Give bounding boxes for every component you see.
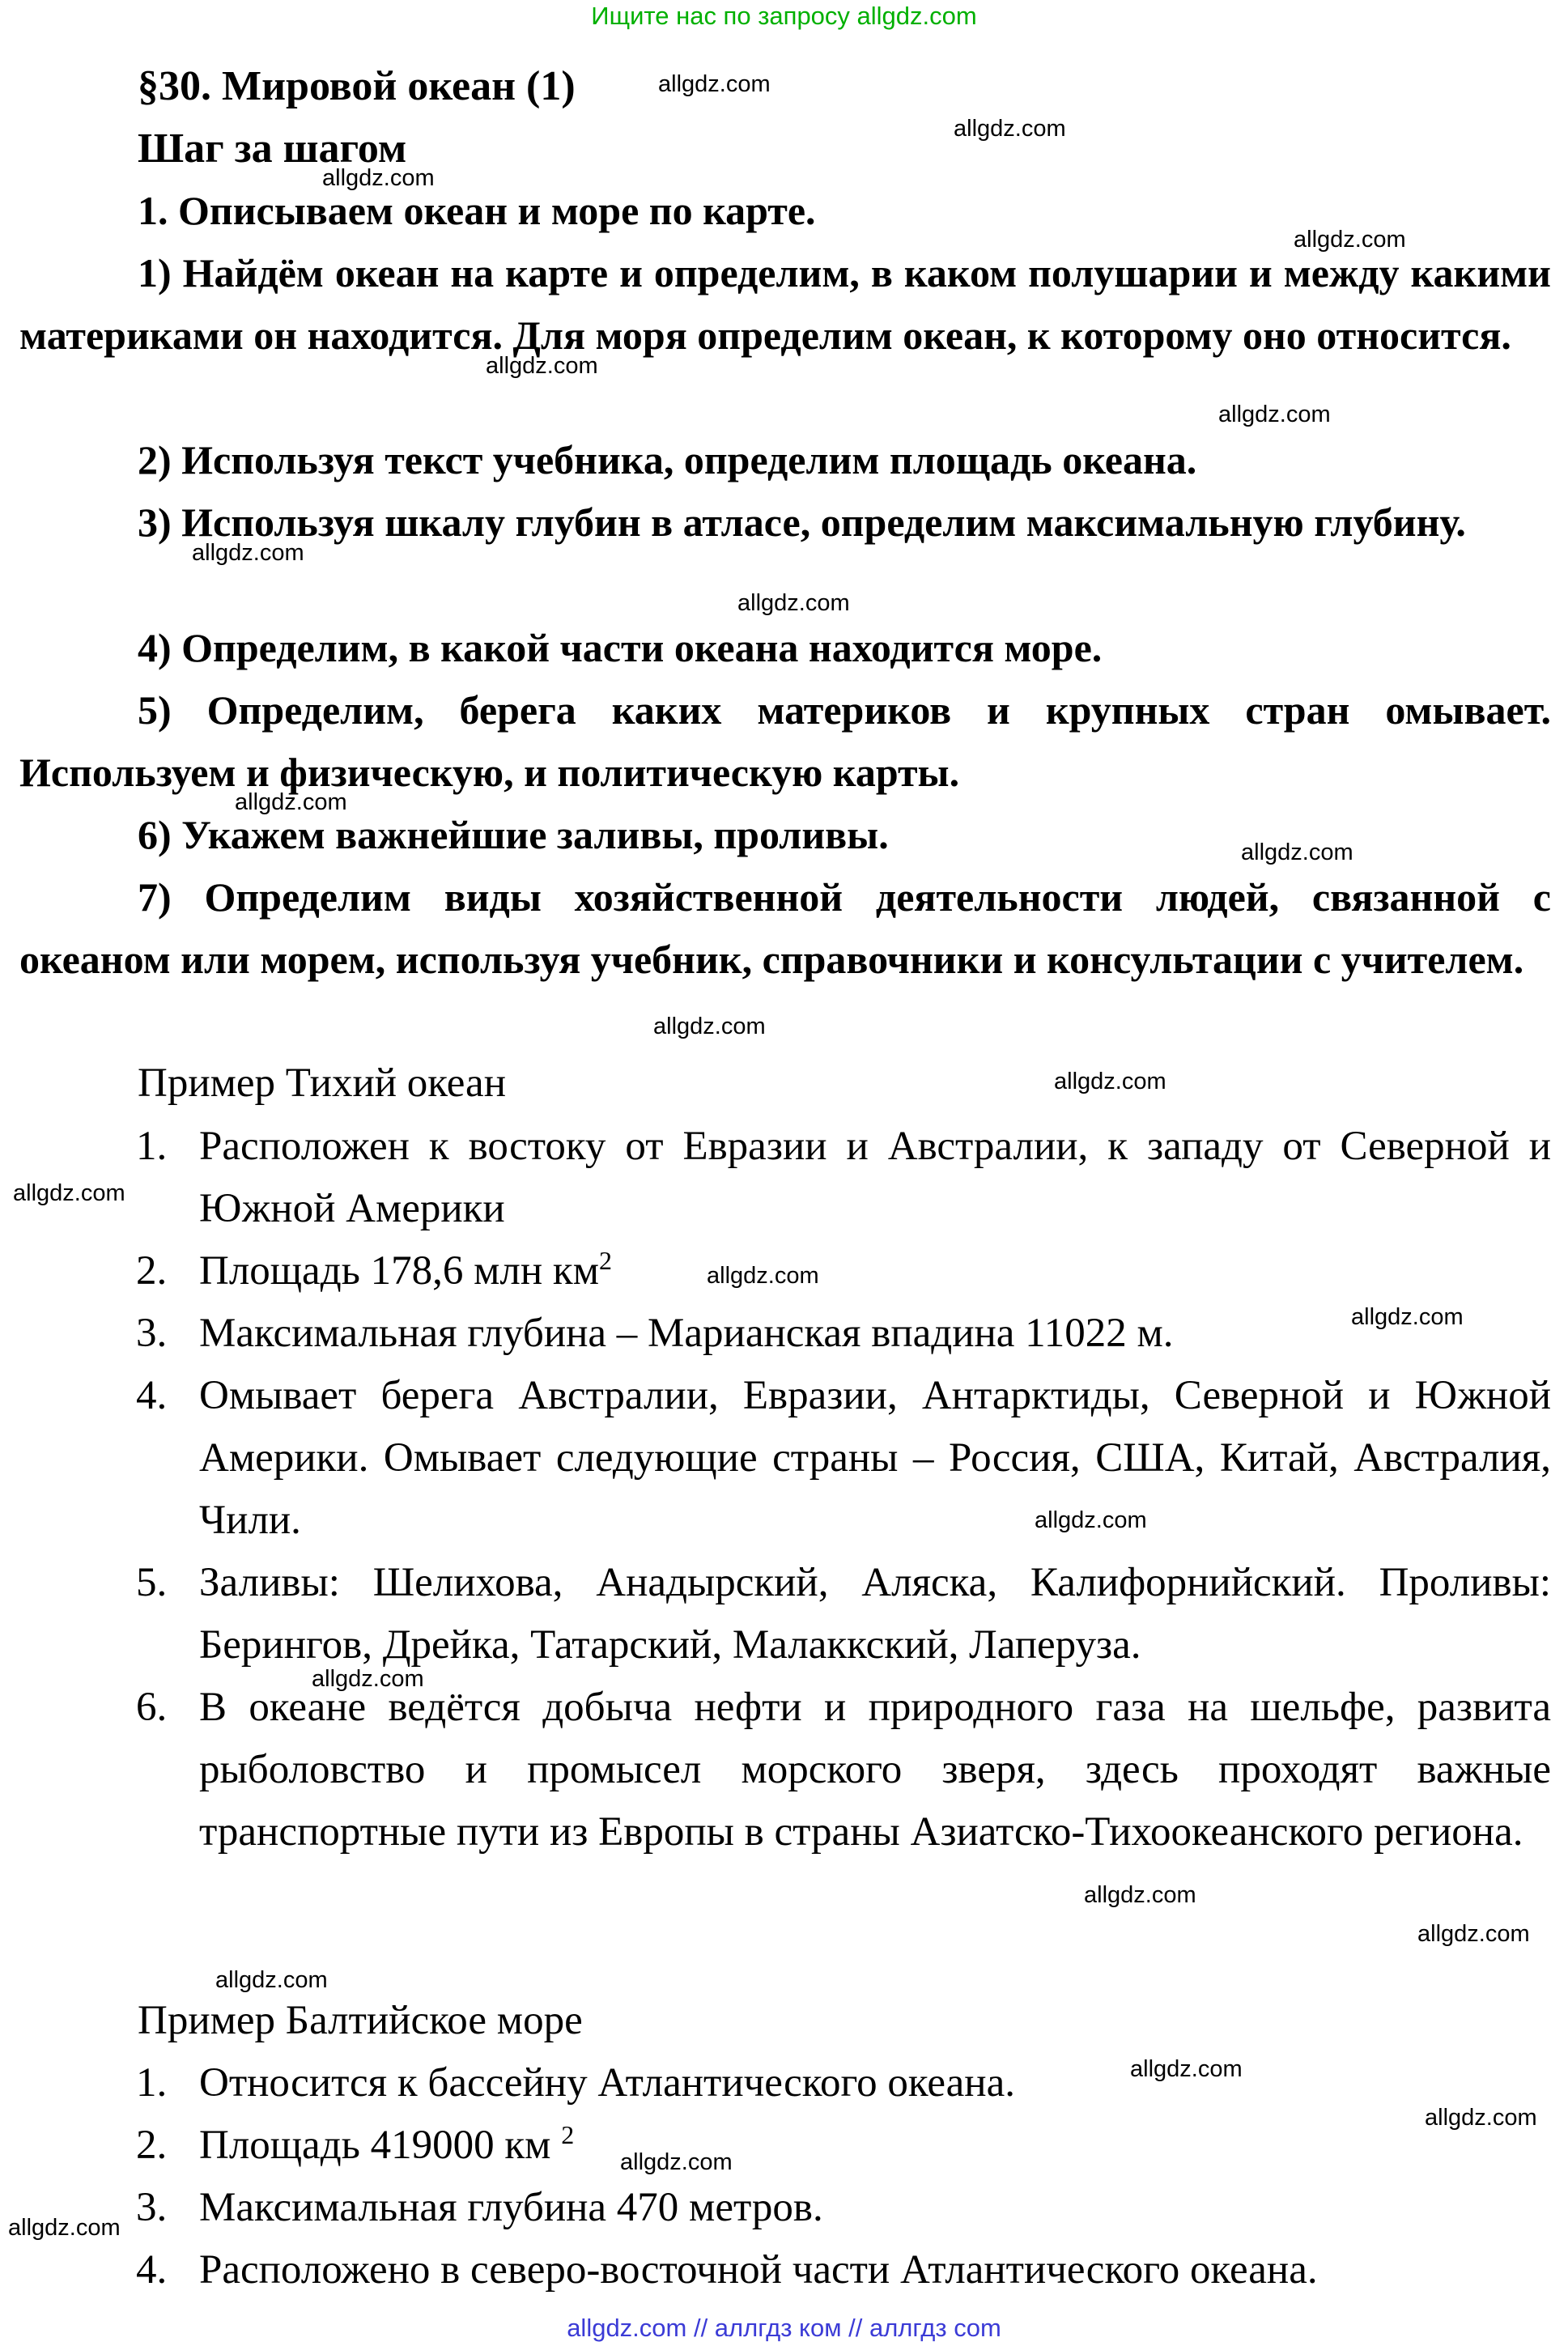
area-value: Площадь 178,6 млн км xyxy=(199,1248,599,1294)
watermark: allgdz.com xyxy=(1417,1921,1530,1947)
watermark: allgdz.com xyxy=(1084,1882,1196,1908)
watermark: allgdz.com xyxy=(1218,402,1331,427)
area-value: Площадь 419000 км xyxy=(199,2123,562,2168)
list-item-text: Расположен к востоку от Евразии и Австралии, к западу от Северной и Южной Америки xyxy=(199,1124,1551,1231)
list-item-text: Заливы: Шелихова, Анадырский, Аляска, Калифорнийский. Проливы: Берингов, Дрейка, Татарский, Малаккский, Лаперуза. xyxy=(199,1560,1551,1668)
watermark: allgdz.com xyxy=(658,71,771,97)
watermark: allgdz.com xyxy=(737,590,850,616)
step-4: 4) Определим, в какой части океана находится море. xyxy=(138,625,1103,670)
step-1: 1) Найдём океан на карте и определим, в каком полушарии и между какими материками он находится. Для моря определим океан, к которому оно относится. xyxy=(19,250,1551,358)
list-item-number: 2. xyxy=(136,2123,168,2168)
footer-links[interactable]: allgdz.com // аллгдз ком // аллгдз com xyxy=(567,2314,1001,2342)
list-item-number: 3. xyxy=(136,2185,168,2230)
step-3: 3) Используя шкалу глубин в атласе, определим максимальную глубину. xyxy=(138,499,1466,545)
watermark: allgdz.com xyxy=(215,1967,328,1993)
watermark: allgdz.com xyxy=(954,116,1066,142)
watermark: allgdz.com xyxy=(620,2149,733,2175)
list-item-text: Расположено в северо-восточной части Атлантического океана. xyxy=(199,2247,1318,2293)
header-search-link[interactable]: Ищите нас по запросу allgdz.com xyxy=(591,2,977,30)
watermark: allgdz.com xyxy=(486,353,598,379)
example-baltic-heading: Пример Балтийское море xyxy=(138,1998,583,2043)
watermark: allgdz.com xyxy=(1130,2056,1243,2082)
step-7: 7) Определим виды хозяйственной деятельности людей, связанной с океаном или морем, используя учебник, справочники и консультации с учителем. xyxy=(19,874,1551,982)
example-pacific-heading: Пример Тихий океан xyxy=(138,1060,506,1106)
watermark: allgdz.com xyxy=(1351,1304,1464,1330)
list-item-text xyxy=(199,1240,1551,1303)
watermark: allgdz.com xyxy=(1425,2105,1537,2131)
step-heading: Шаг за шагом xyxy=(138,125,407,172)
list-item-number: 4. xyxy=(136,1373,168,1418)
step-5: 5) Определим, берега каких материков и крупных стран омывает. Используем и физическую, и политическую карты. xyxy=(19,687,1551,795)
list-item-text xyxy=(199,2114,1551,2177)
watermark: allgdz.com xyxy=(235,789,347,815)
watermark: allgdz.com xyxy=(1035,1507,1147,1533)
watermark: allgdz.com xyxy=(653,1014,766,1039)
watermark: allgdz.com xyxy=(322,165,435,191)
superscript: 2 xyxy=(598,1246,612,1275)
watermark: allgdz.com xyxy=(1241,839,1353,865)
list-item-number: 1. xyxy=(136,1124,168,1169)
step-6: 6) Укажем важнейшие заливы, проливы. xyxy=(138,812,889,857)
watermark: allgdz.com xyxy=(8,2215,121,2241)
watermark: allgdz.com xyxy=(312,1666,424,1692)
list-item-number: 3. xyxy=(136,1311,168,1356)
step-2: 2) Используя текст учебника, определим площадь океана. xyxy=(138,437,1197,482)
list-item-number: 2. xyxy=(136,1248,168,1294)
watermark: allgdz.com xyxy=(1294,227,1406,253)
task-heading: 1. Описываем океан и море по карте. xyxy=(138,188,816,233)
watermark: allgdz.com xyxy=(192,540,304,566)
watermark: allgdz.com xyxy=(1054,1069,1166,1094)
watermark: allgdz.com xyxy=(13,1180,125,1206)
list-item-number: 6. xyxy=(136,1685,168,1730)
list-item-text: Относится к бассейну Атлантического океана. xyxy=(199,2060,1015,2106)
list-item-text: Максимальная глубина 470 метров. xyxy=(199,2185,823,2230)
page-title: §30. Мировой океан (1) xyxy=(138,63,576,109)
list-item-text: В океане ведётся добыча нефти и природного газа на шельфе, развита рыболовство и промысел морского зверя, здесь проходят важные транспортные пути из Европы в страны Азиатско-Тихоокеанского региона. xyxy=(199,1685,1551,1855)
list-item-number: 1. xyxy=(136,2060,168,2106)
superscript: 2 xyxy=(561,2120,575,2149)
list-item-text: Омывает берега Австралии, Евразии, Антарктиды, Северной и Южной Америки. Омывает следующие страны – Россия, США, Китай, Австралия, Чили. xyxy=(199,1373,1551,1543)
watermark: allgdz.com xyxy=(707,1263,819,1289)
list-item-number: 5. xyxy=(136,1560,168,1605)
list-item-number: 4. xyxy=(136,2247,168,2293)
list-item-text: Максимальная глубина – Марианская впадина 11022 м. xyxy=(199,1311,1174,1356)
